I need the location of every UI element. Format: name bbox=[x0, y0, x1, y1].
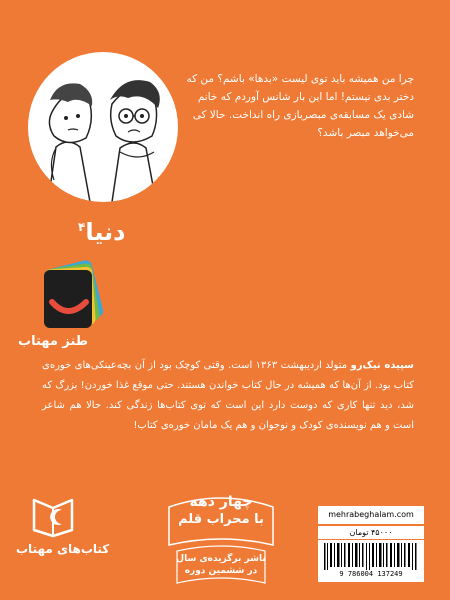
website-label: mehrabeghalam.com bbox=[318, 506, 424, 524]
series-name: دنیا bbox=[85, 218, 126, 246]
blurb-text: چرا من همیشه باید توی لیست «بدها» باشم؟ من که دختر بدی نیستم! اما این بار شانس آوردم که خانم شادی یک مسابقه‌ی مبصربازی راه انداخت. حالا کی می‌خواهد مبصر باشد؟ bbox=[186, 73, 414, 139]
badge-sub2: در ششمین دوره bbox=[184, 566, 258, 576]
badge-line2: با محراب قلم bbox=[178, 512, 264, 527]
award-badge bbox=[161, 493, 281, 593]
isbn-number: 9 786004 137249 bbox=[339, 570, 403, 578]
barcode bbox=[318, 540, 424, 582]
price-label: ۴۵۰۰۰ تومان bbox=[318, 526, 424, 539]
series-number: ۴ bbox=[78, 220, 86, 234]
illustration-two-girls bbox=[28, 52, 178, 202]
publisher-name: طنز مهتاب bbox=[18, 334, 89, 349]
badge-line1: چهار دهه bbox=[189, 494, 253, 510]
author-name: سپیده نیک‌رو bbox=[350, 360, 414, 371]
open-book-crescent-icon bbox=[28, 488, 78, 538]
badge-sub1: ناشر برگزیده‌ی سال bbox=[176, 554, 266, 564]
book-stack-icon bbox=[36, 258, 106, 333]
bio-text: متولد اردیبهشت ۱۳۶۳ است. وقتی کوچک بود از آن بچه‌عینکی‌های خوره‌ی کتاب بود. از آن‌ها که همیشه در حال کتاب خواندن هستند. حتی موقع غذا خوردن! بزرگ که شد، دید تنها کاری که دوست دارد این است که توی کتاب‌ها زندگی کند. حالا هم شاعر است و هم نویسنده‌ی کودک و نوجوان و هم یک مامان خوره‌ی کتاب! bbox=[42, 360, 414, 431]
blurb-text-block bbox=[186, 70, 414, 142]
girls-drawing-icon bbox=[28, 52, 178, 202]
brand-name: کتاب‌های مهتاب bbox=[16, 542, 110, 556]
series-title bbox=[78, 218, 125, 246]
author-bio bbox=[42, 356, 414, 436]
barcode-bars-icon bbox=[324, 543, 418, 570]
